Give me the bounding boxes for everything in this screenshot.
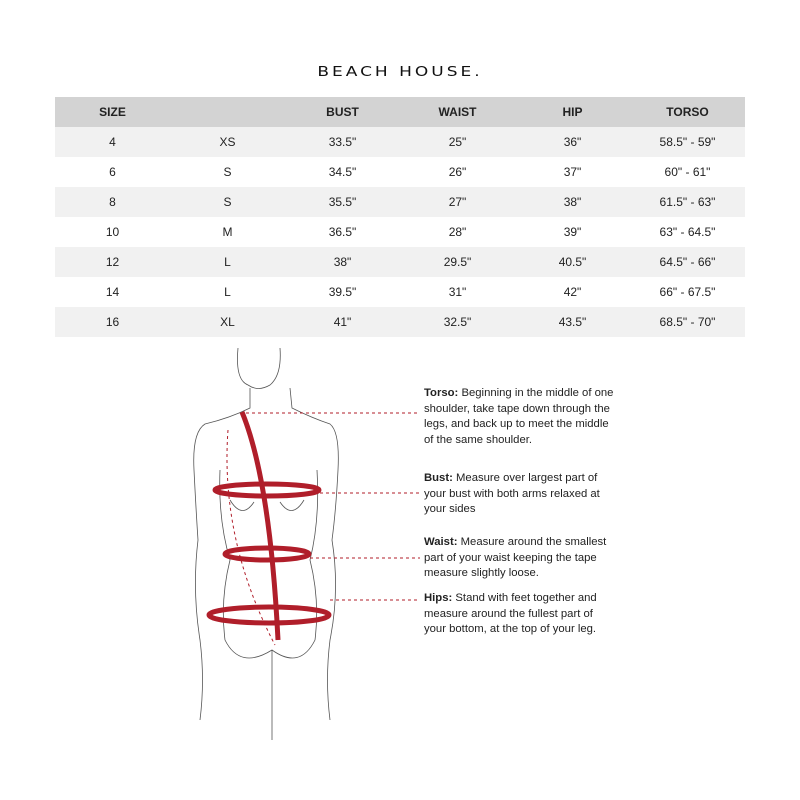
table-cell: 36.5"	[285, 217, 400, 247]
table-header	[55, 97, 745, 127]
table-row	[55, 307, 745, 337]
table-cell: 60" - 61"	[630, 157, 745, 187]
col-bust: BUST	[285, 97, 400, 127]
table-cell: 25"	[400, 127, 515, 157]
col-waist: WAIST	[400, 97, 515, 127]
table-cell: 41"	[285, 307, 400, 337]
table-cell: 14	[55, 277, 170, 307]
table-cell: 31"	[400, 277, 515, 307]
table-cell: 27"	[400, 187, 515, 217]
table-cell: 38"	[515, 187, 630, 217]
table-cell: 66" - 67.5"	[630, 277, 745, 307]
table-cell: 68.5" - 70"	[630, 307, 745, 337]
table-cell: 43.5"	[515, 307, 630, 337]
table-cell: 38"	[285, 247, 400, 277]
table-cell: 12	[55, 247, 170, 277]
table-row	[55, 217, 745, 247]
table-cell: 39.5"	[285, 277, 400, 307]
table-cell: 16	[55, 307, 170, 337]
note-waist: Waist: Measure around the smallest part of your waist keeping the tape measure slightly loose.	[424, 536, 607, 579]
table-row	[55, 127, 745, 157]
table-cell: XS	[170, 127, 285, 157]
table-cell: M	[170, 217, 285, 247]
table-row	[55, 277, 745, 307]
table-cell: 63" - 64.5"	[630, 217, 745, 247]
table-cell: 58.5" - 59"	[630, 127, 745, 157]
table-cell: 61.5" - 63"	[630, 187, 745, 217]
table-cell: 26"	[400, 157, 515, 187]
col-hip: HIP	[515, 97, 630, 127]
table-cell: 28"	[400, 217, 515, 247]
table-cell: 35.5"	[285, 187, 400, 217]
table-cell: S	[170, 157, 285, 187]
table-cell: XL	[170, 307, 285, 337]
table-cell: 32.5"	[400, 307, 515, 337]
table-cell: 10	[55, 217, 170, 247]
table-cell: 64.5" - 66"	[630, 247, 745, 277]
table-cell: 36"	[515, 127, 630, 157]
table-cell: S	[170, 187, 285, 217]
col-letter-size	[170, 97, 285, 127]
table-cell: 42"	[515, 277, 630, 307]
table-cell: 6	[55, 157, 170, 187]
col-torso: TORSO	[630, 97, 745, 127]
col-size: SIZE	[55, 97, 170, 127]
table-cell: 40.5"	[515, 247, 630, 277]
brand-logo: BEACH HOUSE.	[317, 64, 483, 80]
table-row	[55, 157, 745, 187]
note-hips: Hips: Stand with feet together and measure around the fullest part of your bottom, at the top of your leg.	[424, 592, 597, 635]
table-cell: L	[170, 277, 285, 307]
table-cell: L	[170, 247, 285, 277]
table-cell: 8	[55, 187, 170, 217]
table-cell: 37"	[515, 157, 630, 187]
table-cell: 39"	[515, 217, 630, 247]
table-cell: 34.5"	[285, 157, 400, 187]
table-cell: 29.5"	[400, 247, 515, 277]
table-row	[55, 247, 745, 277]
note-torso: Torso: Beginning in the middle of one shoulder, take tape down through the legs, and back up to meet the middle of the same shoulder.	[424, 387, 614, 446]
body-measurement-figure	[180, 340, 420, 750]
table-cell: 4	[55, 127, 170, 157]
size-chart-table	[55, 97, 745, 337]
table-row	[55, 187, 745, 217]
table-cell: 33.5"	[285, 127, 400, 157]
note-bust: Bust: Measure over largest part of your bust with both arms relaxed at your sides	[424, 472, 600, 515]
